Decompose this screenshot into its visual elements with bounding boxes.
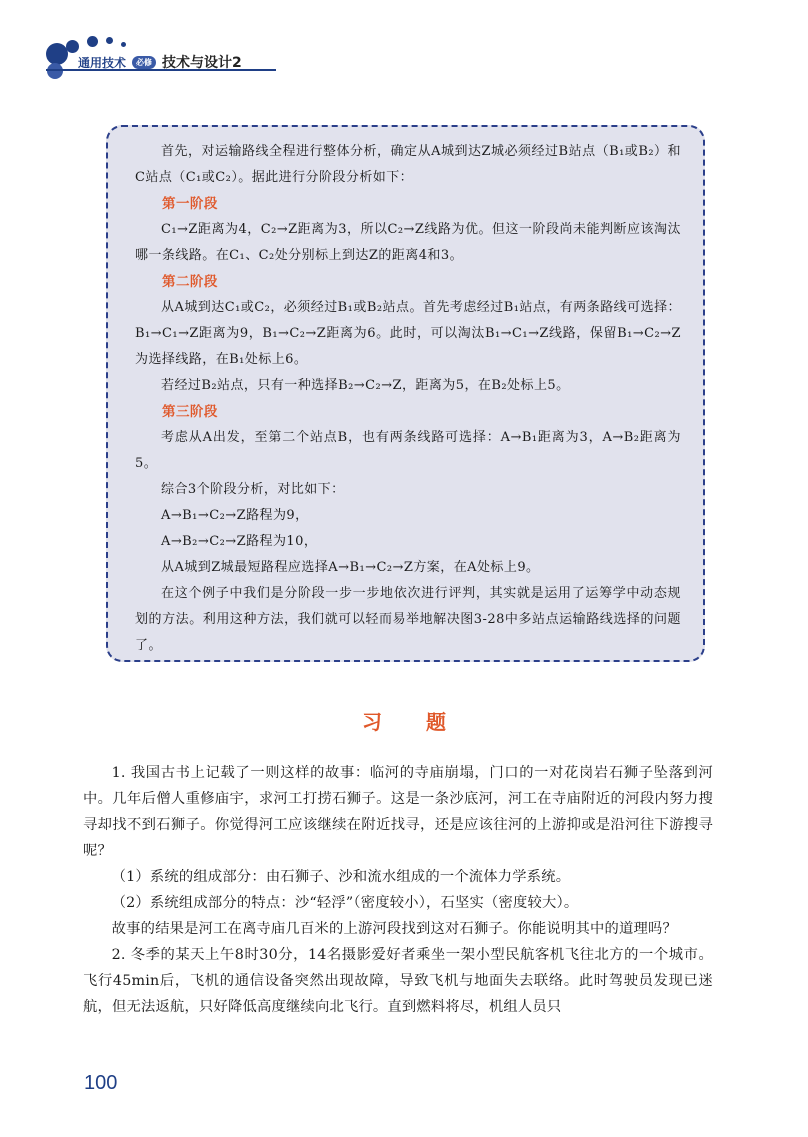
exercises-body	[83, 760, 713, 1020]
paragraph: C₁→Z距离为4，C₂→Z距离为3，所以C₂→Z线路为优。但这一阶段尚未能判断应该淘汰哪一条线路。在C₁、C₂处分别标上到达Z的距离4和3。	[135, 222, 681, 263]
book-title: 技术与设计2	[162, 55, 242, 71]
paragraph: A→B₂→C₂→Z路程为10，	[161, 534, 318, 549]
exercises-title: 习题	[362, 710, 490, 734]
decor-dot	[87, 36, 98, 47]
stage-heading: 第一阶段	[162, 196, 218, 212]
decor-dot	[121, 42, 126, 47]
page-header	[0, 0, 808, 100]
stage-heading: 第二阶段	[162, 274, 218, 290]
exercise-hint: （2）系统组成部分的特点：沙“轻浮”（密度较小），石坚实（密度较大）。	[111, 895, 579, 911]
exercise-question: 1. 我国古书上记载了一则这样的故事：临河的寺庙崩塌，门口的一对花岗岩石狮子坠落到河中。几年后僧人重修庙宇，求河工打捞石狮子。这是一条沙底河，河工在寺庙附近的河段内努力搜寻却找不到石狮子。你觉得河工应该继续在附近找寻，还是应该往河的上游抑或是沿河往下游搜寻呢？	[83, 765, 713, 859]
stage-heading: 第三阶段	[162, 404, 218, 420]
paragraph: 从A城到Z城最短路程应选择A→B₁→C₂→Z方案，在A处标上9。	[161, 560, 540, 575]
paragraph: 综合3个阶段分析，对比如下：	[161, 482, 345, 497]
paragraph: 若经过B₂站点，只有一种选择B₂→C₂→Z，距离为5，在B₂处标上5。	[161, 378, 570, 393]
page-number: 100	[84, 1072, 118, 1094]
required-badge: 必修	[132, 56, 156, 69]
paragraph: 从A城到达C₁或C₂，必须经过B₁或B₂站点。首先考虑经过B₁站点，有两条路线可选择：B₁→C₁→Z距离为9，B₁→C₂→Z距离为6。此时，可以淘汰B₁→C₁→Z线路，保留B₁→C₂→Z为选择线路，在B₁处标上6。	[135, 300, 681, 367]
series-name: 通用技术	[78, 55, 127, 70]
decor-dot	[46, 43, 68, 65]
paragraph: 在这个例子中我们是分阶段一步一步地依次进行评判，其实就是运用了运筹学中动态规划的方法。利用这种方法，我们就可以轻而易举地解决图3-28中多站点运输路线选择的问题了。	[135, 586, 681, 653]
decor-dot	[106, 37, 113, 44]
exercise-hint: 故事的结果是河工在离寺庙几百米的上游河段找到这对石狮子。你能说明其中的道理吗？	[111, 921, 677, 937]
paragraph: 考虑从A出发，至第二个站点B，也有两条线路可选择：A→B₁距离为3，A→B₂距离为5。	[135, 430, 681, 471]
paragraph: 首先，对运输路线全程进行整体分析，确定从A城到达Z城必须经过B站点（B₁或B₂）和C站点（C₁或C₂）。据此进行分阶段分析如下：	[135, 144, 681, 185]
example-box	[106, 125, 705, 662]
exercise-question: 2. 冬季的某天上午8时30分，14名摄影爱好者乘坐一架小型民航客机飞往北方的一个城市。飞行45min后，飞机的通信设备突然出现故障，导致飞机与地面失去联络。此时驾驶员发现已迷航，但无法返航，只好降低高度继续向北飞行。直到燃料将尽，机组人员只	[83, 947, 713, 1015]
exercise-hint: （1）系统的组成部分：由石狮子、沙和流水组成的一个流体力学系统。	[111, 869, 571, 885]
running-head	[78, 52, 242, 72]
decor-dot	[47, 63, 63, 79]
paragraph: A→B₁→C₂→Z路程为9，	[161, 508, 309, 523]
